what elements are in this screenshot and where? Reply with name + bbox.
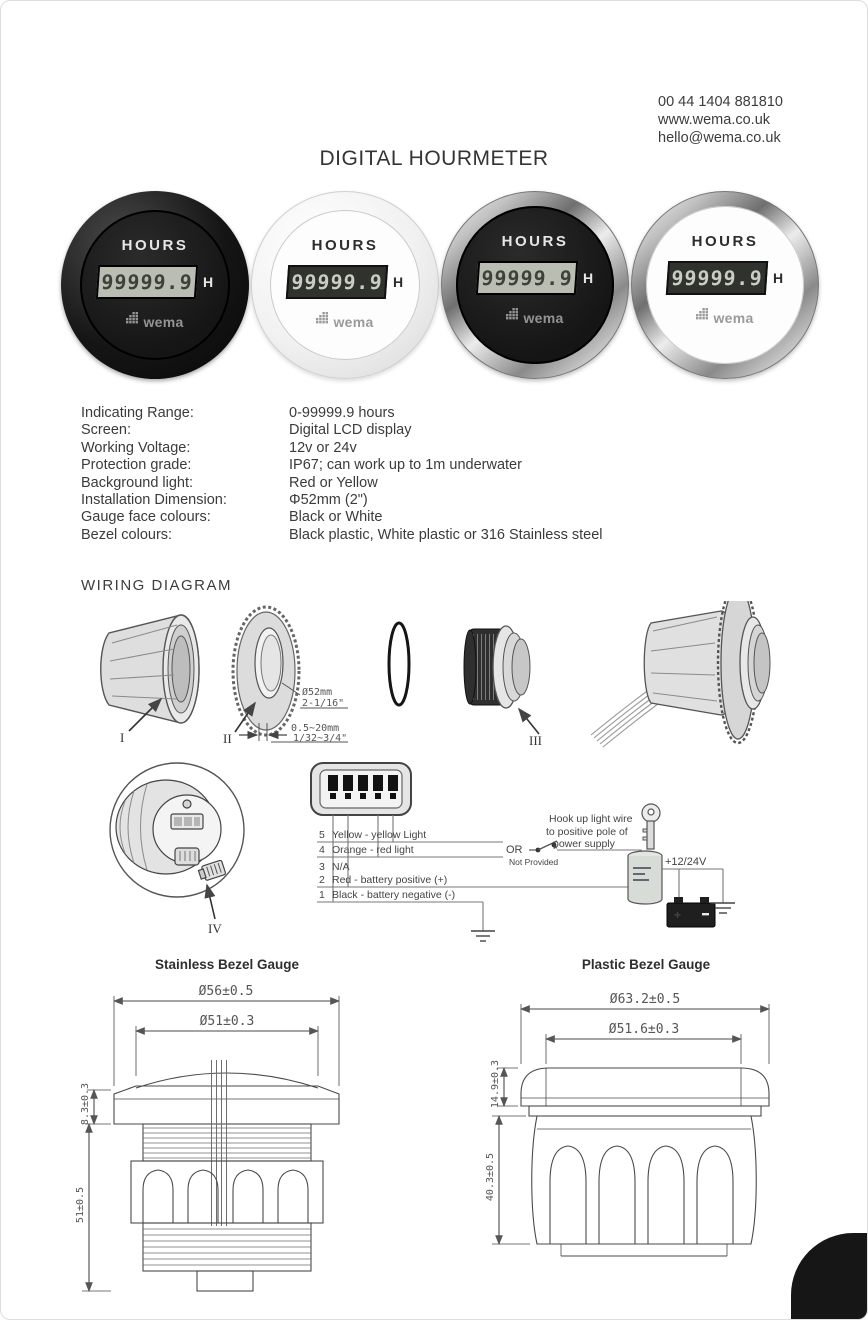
part-o-ring-seal xyxy=(389,623,409,705)
wire-label-2: Red - battery positive (+) xyxy=(332,874,448,886)
gauge-face xyxy=(80,210,230,360)
plastic-inner-diameter: Ø51.6±0.3 xyxy=(608,1022,680,1037)
gauge-hours-label: HOURS xyxy=(121,237,189,254)
wema-logo-icon xyxy=(696,308,711,326)
spec-row: Protection grade: IP67; can work up to 1m underwater xyxy=(81,457,522,474)
contact-block xyxy=(658,93,783,147)
wiring-diagram xyxy=(1,601,868,951)
part-label-1: I xyxy=(120,730,125,745)
spec-row: Working Voltage: 12v or 24v xyxy=(81,439,357,456)
page-title: DIGITAL HOURMETER xyxy=(319,147,549,170)
contact-phone: 00 44 1404 881810 xyxy=(658,94,783,110)
spec-table xyxy=(81,405,801,544)
wema-brand xyxy=(316,312,373,330)
connector-block xyxy=(311,763,411,815)
gauge-stainless-bezel-black-face xyxy=(441,191,629,379)
part-label-3: III xyxy=(529,733,542,748)
gauge-images-row xyxy=(61,191,819,379)
supply-wires xyxy=(662,869,723,903)
spec-row: Bezel colours: Black plastic, White plastic or 316 Stainless steel xyxy=(81,526,603,543)
ground-symbol-left xyxy=(471,931,495,941)
lcd-display: 99999.9 xyxy=(476,261,578,295)
wire-pin-5: 5 xyxy=(319,829,325,841)
part-label-4: IV xyxy=(208,921,222,936)
plastic-outer-diameter: Ø63.2±0.5 xyxy=(609,992,681,1007)
gauge-hours-label: HOURS xyxy=(501,233,569,250)
gauge-face xyxy=(646,206,804,364)
plastic-gauge-drawing xyxy=(492,1004,769,1256)
part-spin-nut xyxy=(101,615,199,731)
gauge-stainless-bezel-white-face xyxy=(631,191,819,379)
wire-label-5: Yellow - yellow Light xyxy=(332,829,427,841)
gauge-face xyxy=(270,210,420,360)
stainless-gauge-drawing xyxy=(82,996,339,1291)
wema-logo-icon xyxy=(506,308,521,326)
wema-brand xyxy=(126,312,183,330)
wema-logo-text: wema xyxy=(143,314,184,330)
ignition-key-switch xyxy=(628,804,662,904)
wiring-diagram-heading: WIRING DIAGRAM xyxy=(81,577,232,594)
wema-logo-icon xyxy=(126,312,141,330)
stainless-body-height: 51±0.5 xyxy=(75,1186,86,1224)
spec-row: Gauge face colours: Black or White xyxy=(81,509,383,526)
spec-row: Screen: Digital LCD display xyxy=(81,422,412,439)
hours-unit-label: H xyxy=(392,274,404,290)
supply-voltage-label: +12/24V xyxy=(665,856,707,868)
gauge-black-plastic-black-face xyxy=(61,191,249,379)
hookup-note-line3: power supply xyxy=(553,838,615,850)
part-label-2: II xyxy=(223,731,232,746)
wema-logo-text: wema xyxy=(333,314,374,330)
wire-pin-3: 3 xyxy=(319,861,325,873)
callout-panel-in: 1/32~3/4" xyxy=(293,733,348,744)
hours-unit-label: H xyxy=(582,270,594,286)
gauge-face xyxy=(456,206,614,364)
part-back-view-connector xyxy=(110,763,244,919)
spec-row: Background light: Red or Yellow xyxy=(81,474,378,491)
callout-hole-in: 2-1/16" xyxy=(302,698,345,709)
plastic-drawing-title: Plastic Bezel Gauge xyxy=(581,957,711,972)
battery-plus-label: + xyxy=(674,908,682,922)
stainless-drawing-title: Stainless Bezel Gauge xyxy=(154,957,300,972)
wire-label-3: N/A xyxy=(332,861,350,873)
assembled-gauge-with-wires xyxy=(591,601,770,747)
part-gauge-body xyxy=(464,626,539,734)
wema-logo-icon xyxy=(316,312,331,330)
wema-brand xyxy=(696,308,753,326)
hookup-note-line2: to positive pole of xyxy=(546,826,628,838)
gauge-hours-label: HOURS xyxy=(311,237,379,254)
lcd-display: 99999.9 xyxy=(286,265,388,299)
stainless-outer-diameter: Ø56±0.5 xyxy=(198,984,254,999)
wire-pin-1: 1 xyxy=(319,889,325,901)
plastic-head-height: 14.9±0.3 xyxy=(490,1059,501,1109)
part-mounting-panel xyxy=(233,607,348,742)
callout-hole-mm: Ø52mm xyxy=(302,687,333,698)
wire-pin-4: 4 xyxy=(319,844,325,856)
wire-label-1: Black - battery negative (-) xyxy=(332,889,456,901)
wema-logo-text: wema xyxy=(523,310,564,326)
wire-pin-2: 2 xyxy=(319,874,325,886)
hookup-note-line1: Hook up light wire xyxy=(549,813,633,825)
wema-brand xyxy=(506,308,563,326)
hours-unit-label: H xyxy=(772,270,784,286)
dimensional-drawings xyxy=(1,976,868,1320)
lcd-display: 99999.9 xyxy=(666,261,768,295)
spec-row: Installation Dimension: Φ52mm (2") xyxy=(81,492,368,509)
spec-row: Indicating Range: 0-99999.9 hours xyxy=(81,405,395,421)
contact-website[interactable]: www.wema.co.uk xyxy=(658,112,771,128)
not-provided-label: Not Provided xyxy=(509,857,559,867)
gauge-hours-label: HOURS xyxy=(691,233,759,250)
wire-label-4: Orange - red light xyxy=(332,844,414,856)
wema-logo-text: wema xyxy=(713,310,754,326)
callout-panel-mm: 0.5~20mm xyxy=(291,723,340,734)
gauge-white-plastic-white-face xyxy=(251,191,439,379)
stainless-head-height: 8.3±0.3 xyxy=(80,1082,91,1126)
lcd-display: 99999.9 xyxy=(96,265,198,299)
contact-email[interactable]: hello@wema.co.uk xyxy=(658,130,781,146)
hours-unit-label: H xyxy=(202,274,214,290)
or-label: OR xyxy=(506,844,523,856)
plastic-body-height: 40.3±0.5 xyxy=(485,1152,496,1202)
stainless-inner-diameter: Ø51±0.3 xyxy=(199,1014,255,1029)
